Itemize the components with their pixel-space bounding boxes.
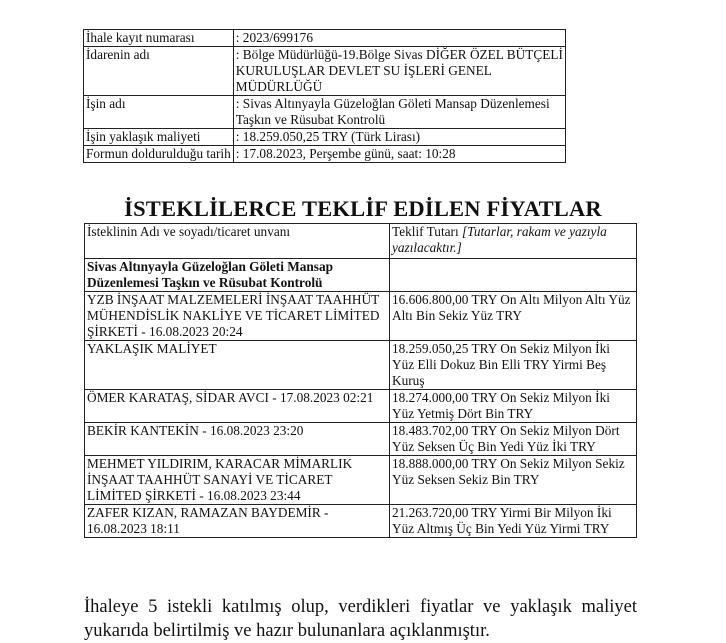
info-label: Formun doldurulduğu tarih <box>84 146 234 163</box>
bidder-name: ZAFER KIZAN, RAMAZAN BAYDEMİR - 16.08.2023 18:11 <box>85 505 390 538</box>
bidder-name: YZB İNŞAAT MALZEMELERİ İNŞAAT TAAHHÜT MÜHENDİSLİK NAKLİYE VE TİCARET LİMİTED ŞİRKETİ - 16.08.2023 20:24 <box>85 292 390 341</box>
bids-table <box>84 223 637 538</box>
info-row-estimated-cost <box>84 129 566 146</box>
bidder-name: ÖMER KARATAŞ, SİDAR AVCI - 17.08.2023 02:21 <box>85 390 390 423</box>
info-label: İdarenin adı <box>84 47 234 96</box>
bid-amount: 16.606.800,00 TRY On Altı Milyon Altı Yüz Altı Bin Sekiz Yüz TRY <box>390 292 637 341</box>
bid-amount: 21.263.720,00 TRY Yirmi Bir Milyon İki Yüz Altmış Üç Bin Yedi Yüz Yirmi TRY <box>390 505 637 538</box>
info-row-administration <box>84 47 566 96</box>
info-label: İşin yaklaşık maliyeti <box>84 129 234 146</box>
bid-amount: 18.888.000,00 TRY On Sekiz Milyon Sekiz Yüz Seksen Sekiz Bin TRY <box>390 456 637 505</box>
info-value: : 2023/699176 <box>233 30 565 47</box>
info-value: : 18.259.050,25 TRY (Türk Lirası) <box>233 129 565 146</box>
bidder-name-header: İsteklinin Adı ve soyadı/ticaret unvanı <box>85 224 390 259</box>
bidder-name: MEHMET YILDIRIM, KARACAR MİMARLIK İNŞAAT TAAHHÜT SANAYİ VE TİCARET LİMİTED ŞİRKETİ - 16.08.2023 23:44 <box>85 456 390 505</box>
table-row <box>85 292 637 341</box>
info-row-registration <box>84 30 566 47</box>
bid-amount-header-label: Teklif Tutarı <box>392 224 462 239</box>
info-row-work-name <box>84 96 566 129</box>
table-row <box>85 505 637 538</box>
section-empty-cell <box>390 259 637 292</box>
bid-amount-header-note: [Tutarlar, rakam ve yazıyla yazılacaktır.] <box>392 224 607 255</box>
table-row <box>85 423 637 456</box>
bids-section-row <box>85 259 637 292</box>
bid-amount-header <box>390 224 637 259</box>
section-title: Sivas Altınyayla Güzeloğlan Göleti Mansap Düzenlemesi Taşkın ve Rüsubat Kontrolü <box>85 259 390 292</box>
info-label: İşin adı <box>84 96 234 129</box>
bids-header-row <box>85 224 637 259</box>
info-label: İhale kayıt numarası <box>84 30 234 47</box>
info-row-form-date <box>84 146 566 163</box>
bid-amount: 18.274.000,00 TRY On Sekiz Milyon İki Yüz Yetmiş Dört Bin TRY <box>390 390 637 423</box>
bidder-name: YAKLAŞIK MALİYET <box>85 341 390 390</box>
info-value: : Bölge Müdürlüğü-19.Bölge Sivas DİĞER ÖZEL BÜTÇELİ KURULUŞLAR DEVLET SU İŞLERİ GENEL MÜDÜRLÜĞÜ <box>233 47 565 96</box>
tender-info-table <box>83 29 566 163</box>
info-value: : 17.08.2023, Perşembe günü, saat: 10:28 <box>233 146 565 163</box>
bidder-name: BEKİR KANTEKİN - 16.08.2023 23:20 <box>85 423 390 456</box>
bids-title: İSTEKLİLERCE TEKLİF EDİLEN FİYATLAR <box>124 196 602 221</box>
bid-amount: 18.483.702,00 TRY On Sekiz Milyon Dört Yüz Seksen Üç Bin Yedi Yüz İki TRY <box>390 423 637 456</box>
table-row <box>85 341 637 390</box>
info-value: : Sivas Altınyayla Güzeloğlan Göleti Mansap Düzenlemesi Taşkın ve Rüsubat Kontrolü <box>233 96 565 129</box>
table-row <box>85 456 637 505</box>
summary-paragraph: İhaleye 5 istekli katılmış olup, verdikleri fiyatlar ve yaklaşık maliyet yukarıda belirtilmiş ve hazır bulunanlara açıklanmıştır. <box>84 596 637 641</box>
bid-amount: 18.259.050,25 TRY On Sekiz Milyon İki Yüz Elli Dokuz Bin Elli TRY Yirmi Beş Kuruş <box>390 341 637 390</box>
table-row <box>85 390 637 423</box>
